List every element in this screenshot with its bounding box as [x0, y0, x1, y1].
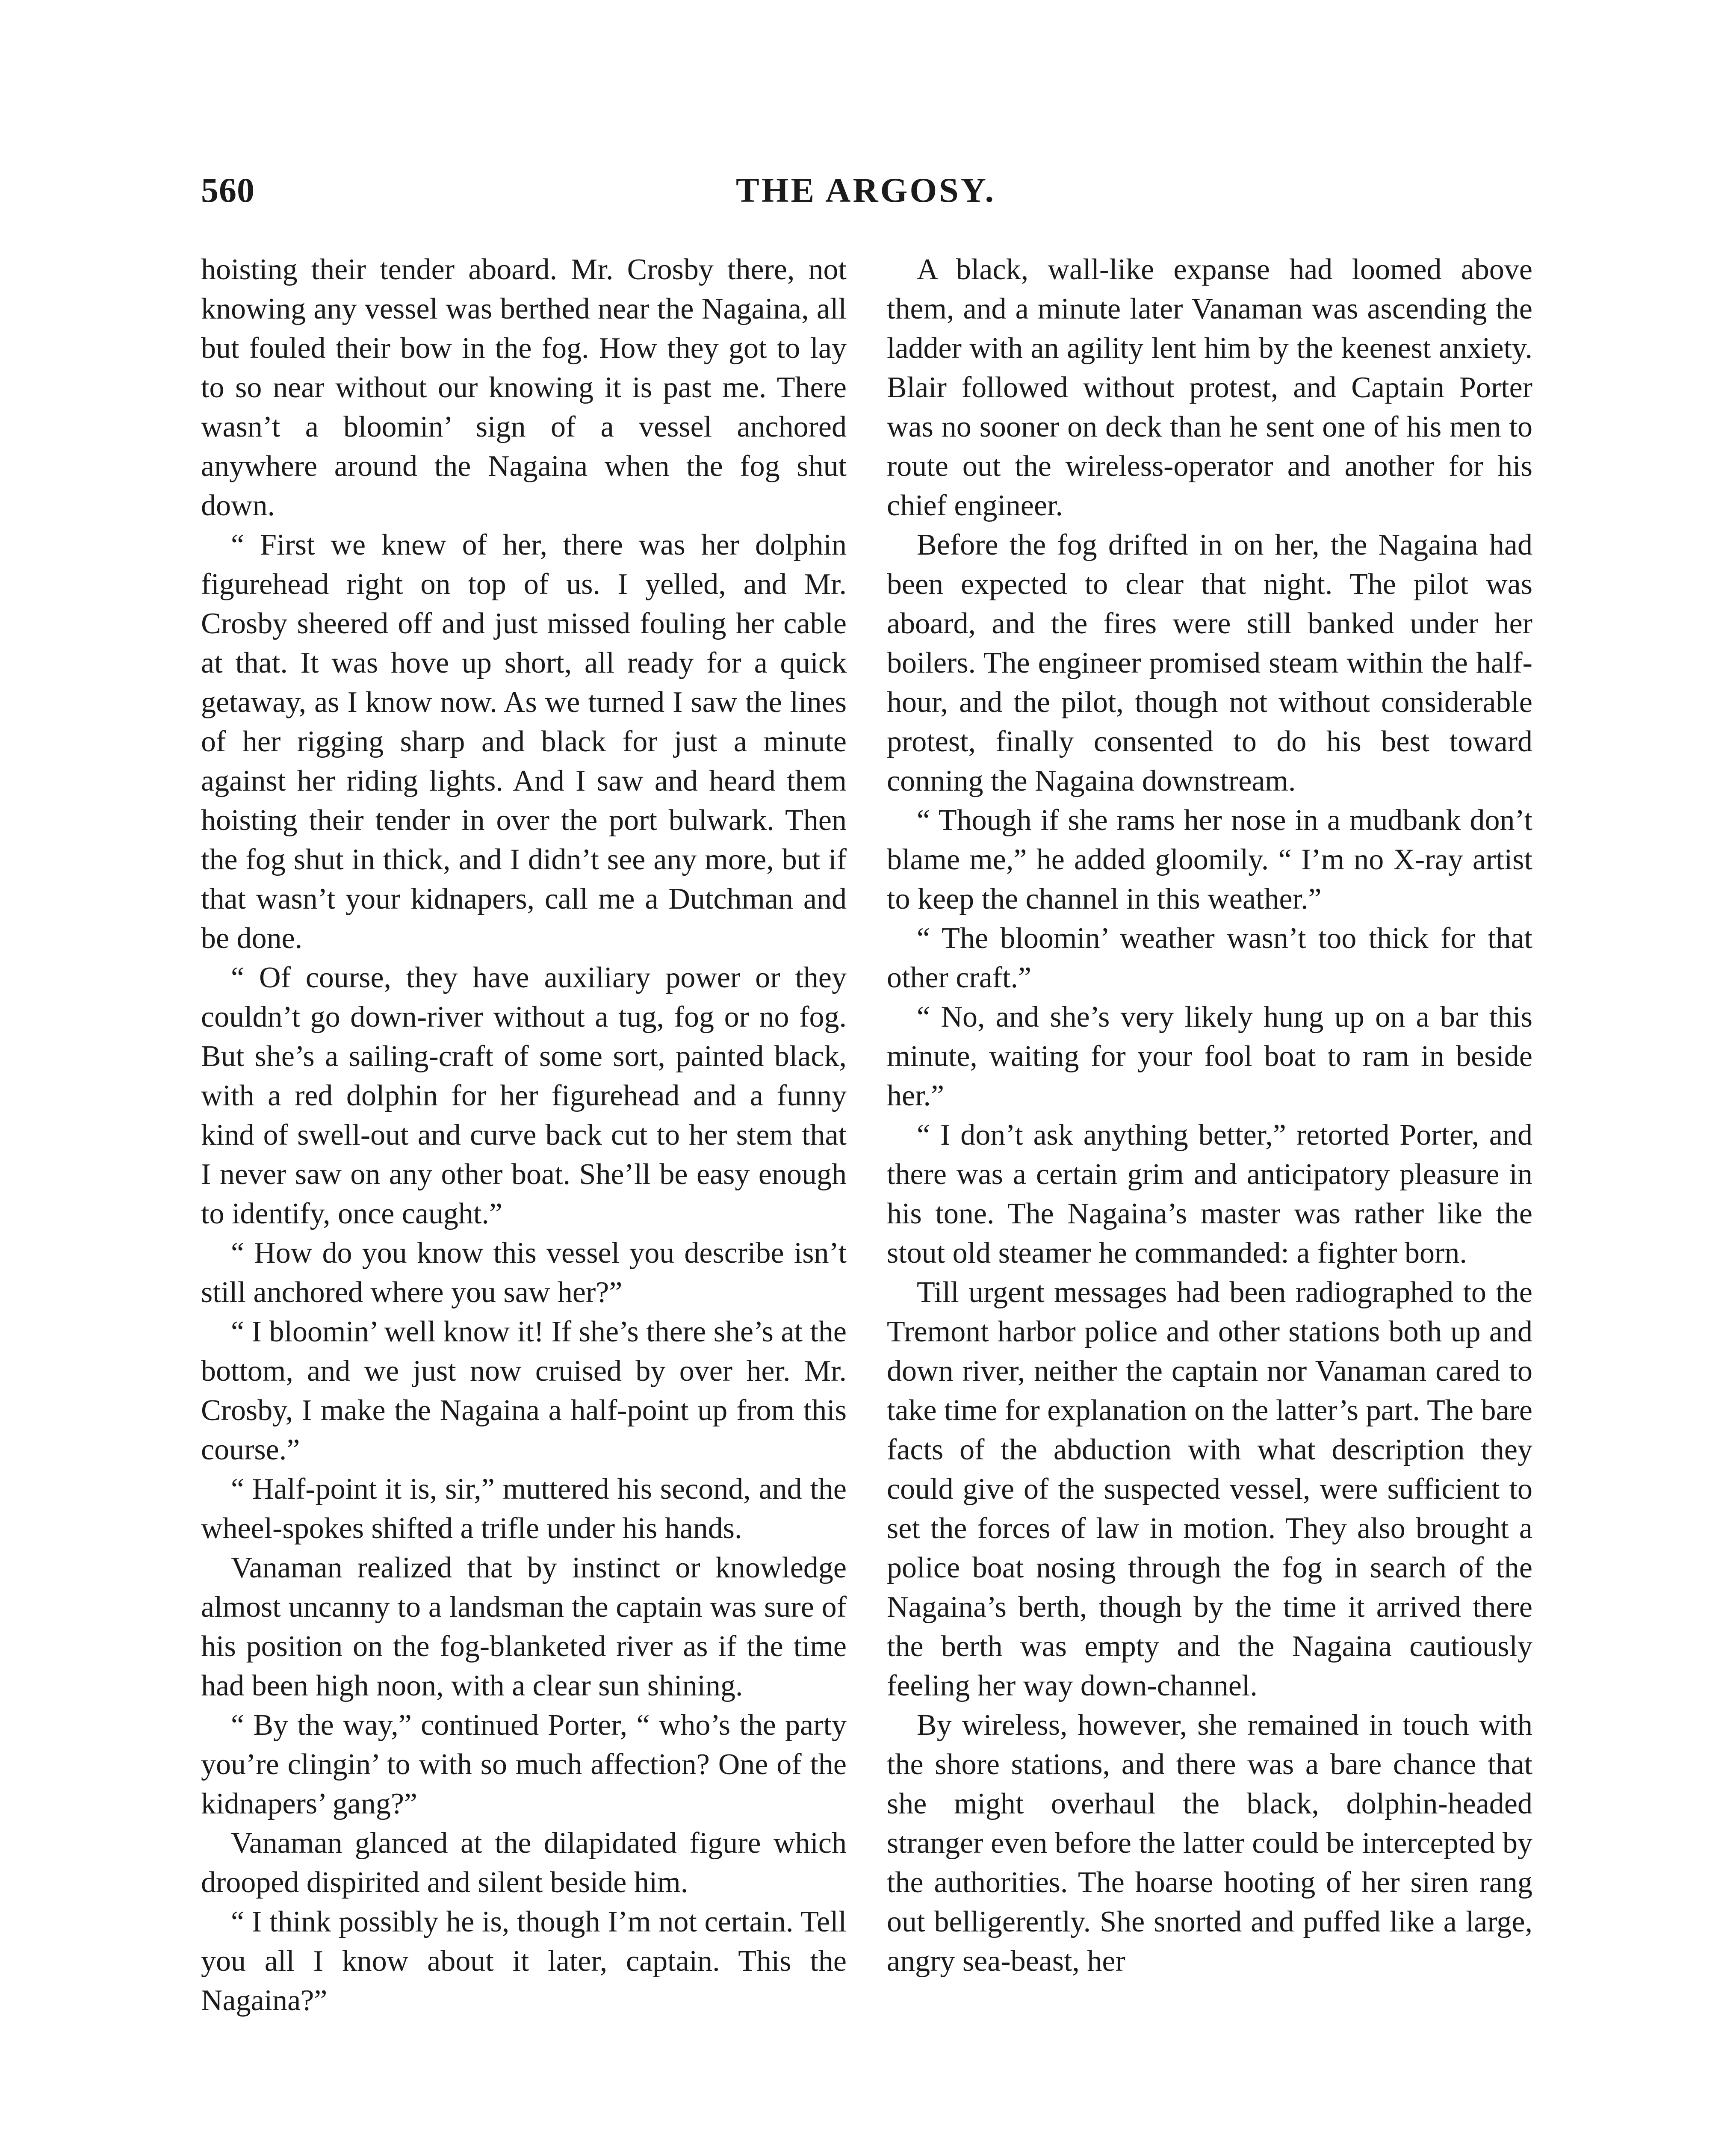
left-column — [201, 250, 847, 2020]
paragraph: “ I don’t ask anything better,” retorted Porter, and there was a certain grim and anticipatory pleasure in his tone. The Nagaina’s master was rather like the stout old steamer he commanded: a fighter born. — [887, 1119, 1532, 1270]
page-number: 560 — [201, 171, 255, 210]
paragraph: “ Of course, they have auxiliary power or they couldn’t go down-river without a tug, fog or no fog. But she’s a sailing-craft of some sort, painted black, with a red dolphin for her figurehead and a funny kind of swell-out and curve back cut to her stem that I never saw on any other boat. She’ll be easy enough to identify, once caught.” — [201, 961, 847, 1230]
paragraph: “ I think possibly he is, though I’m not certain. Tell you all I know about it later, captain. This the Nagaina?” — [201, 1905, 847, 2017]
paragraph: “ The bloomin’ weather wasn’t too thick for that other craft.” — [887, 922, 1532, 994]
paragraph: “ First we knew of her, there was her dolphin figurehead right on top of us. I yelled, and Mr. Crosby sheered off and just missed fouling her cable at that. It was hove up short, all ready for a quick getaway, as I know now. As we turned I saw the lines of her rigging sharp and black for just a minute against her riding lights. And I saw and heard them hoisting their tender in over the port bulwark. Then the fog shut in thick, and I didn’t see any more, but if that wasn’t your kidnapers, call me a Dutchman and be done. — [201, 529, 847, 955]
paragraph: “ I bloomin’ well know it! If she’s there she’s at the bottom, and we just now cruised by over her. Mr. Crosby, I make the Nagaina a half-point up from this course.” — [201, 1315, 847, 1466]
paragraph: Before the fog drifted in on her, the Nagaina had been expected to clear that night. The pilot was aboard, and the fires were still banked under her boilers. The engineer promised steam within the half-hour, and the pilot, though not without considerable protest, finally consented to do his best toward conning the Nagaina downstream. — [887, 529, 1532, 797]
paragraph: Vanaman glanced at the dilapidated figure which drooped dispirited and silent beside him. — [201, 1827, 847, 1899]
paragraph: “ Half-point it is, sir,” muttered his second, and the wheel-spokes shifted a trifle under his hands. — [201, 1473, 847, 1545]
paragraph: “ Though if she rams her nose in a mudbank don’t blame me,” he added gloomily. “ I’m no X-ray artist to keep the channel in this weather.” — [887, 804, 1532, 915]
paragraph: hoisting their tender aboard. Mr. Crosby there, not knowing any vessel was berthed near the Nagaina, all but fouled their bow in the fog. How they got to lay to so near without our knowing it is past me. There wasn’t a bloomin’ sign of a vessel anchored anywhere around the Nagaina when the fog shut down. — [201, 253, 847, 522]
paragraph: Vanaman realized that by instinct or knowledge almost uncanny to a landsman the captain was sure of his position on the fog-blanketed river as if the time had been high noon, with a clear sun shining. — [201, 1551, 847, 1702]
paragraph: “ How do you know this vessel you describe isn’t still anchored where you saw her?” — [201, 1237, 847, 1309]
paragraph: “ No, and she’s very likely hung up on a bar this minute, waiting for your fool boat to ram in beside her.” — [887, 1001, 1532, 1112]
running-title: THE ARGOSY. — [736, 171, 996, 210]
paragraph: A black, wall-like expanse had loomed above them, and a minute later Vanaman was ascending the ladder with an agility lent him by the keenest anxiety. Blair followed without protest, and Captain Porter was no sooner on deck than he sent one of his men to route out the wireless-operator and another for his chief engineer. — [887, 253, 1532, 522]
page-header — [201, 170, 1531, 221]
paragraph: By wireless, however, she remained in touch with the shore stations, and there was a bare chance that she might overhaul the black, dolphin-headed stranger even before the latter could be intercepted by the authorities. The hoarse hooting of her siren rang out belligerently. She snorted and puffed like a large, angry sea-beast, her — [887, 1709, 1532, 1978]
paragraph: “ By the way,” continued Porter, “ who’s the party you’re clingin’ to with so much affection? One of the kidnapers’ gang?” — [201, 1709, 847, 1820]
right-column — [887, 250, 1532, 1981]
paragraph: Till urgent messages had been radiographed to the Tremont harbor police and other stations both up and down river, neither the captain nor Vanaman cared to take time for explanation on the latter’s part. The bare facts of the abduction with what description they could give of the suspected vessel, were sufficient to set the forces of law in motion. They also brought a police boat nosing through the fog in search of the Nagaina’s berth, though by the time it arrived there the berth was empty and the Nagaina cautiously feeling her way down-channel. — [887, 1276, 1532, 1702]
